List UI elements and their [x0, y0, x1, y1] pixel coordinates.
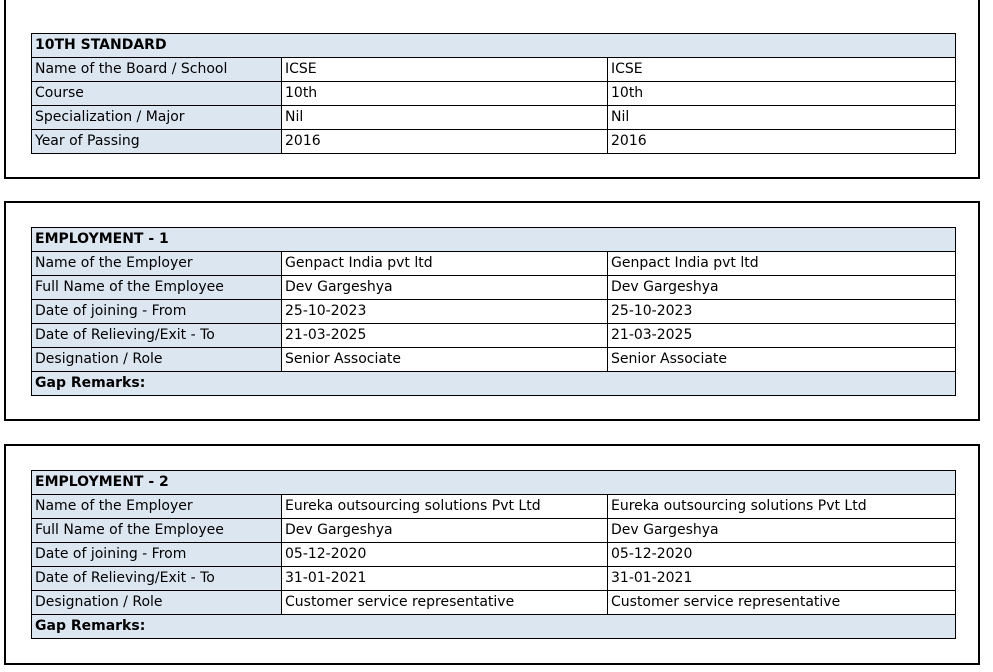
field-value: Genpact India pvt ltd — [282, 252, 608, 276]
field-value: Dev Gargeshya — [282, 276, 608, 300]
field-value-verified: 05-12-2020 — [608, 543, 956, 567]
field-label: Full Name of the Employee — [32, 519, 282, 543]
employment-2-table — [31, 470, 956, 639]
table-row — [32, 591, 956, 615]
table-row — [32, 130, 956, 154]
field-value: 25-10-2023 — [282, 300, 608, 324]
field-label: Date of Relieving/Exit - To — [32, 324, 282, 348]
field-value-verified: Senior Associate — [608, 348, 956, 372]
field-value: Customer service representative — [282, 591, 608, 615]
field-value: ICSE — [282, 58, 608, 82]
field-value: Senior Associate — [282, 348, 608, 372]
section-title: EMPLOYMENT - 2 — [32, 471, 956, 495]
field-value: 05-12-2020 — [282, 543, 608, 567]
field-value: 21-03-2025 — [282, 324, 608, 348]
table-header-row — [32, 34, 956, 58]
field-label: Course — [32, 82, 282, 106]
field-value-verified: Dev Gargeshya — [608, 519, 956, 543]
field-value: Dev Gargeshya — [282, 519, 608, 543]
tenth-standard-section — [4, 0, 980, 179]
tenth-standard-table — [31, 33, 956, 154]
gap-remarks-row — [32, 372, 956, 396]
gap-remarks-label: Gap Remarks: — [32, 372, 956, 396]
table-row — [32, 276, 956, 300]
field-value-verified: 25-10-2023 — [608, 300, 956, 324]
employment-2-section — [4, 444, 980, 665]
table-row — [32, 82, 956, 106]
section-title: EMPLOYMENT - 1 — [32, 228, 956, 252]
field-label: Specialization / Major — [32, 106, 282, 130]
field-value: Nil — [282, 106, 608, 130]
table-header-row — [32, 228, 956, 252]
field-value-verified: 31-01-2021 — [608, 567, 956, 591]
employment-1-table — [31, 227, 956, 396]
field-value-verified: Customer service representative — [608, 591, 956, 615]
gap-remarks-label: Gap Remarks: — [32, 615, 956, 639]
table-row — [32, 519, 956, 543]
employment-1-section — [4, 201, 980, 421]
table-row — [32, 106, 956, 130]
table-row — [32, 324, 956, 348]
table-row — [32, 300, 956, 324]
table-row — [32, 543, 956, 567]
field-value: 31-01-2021 — [282, 567, 608, 591]
field-label: Name of the Board / School — [32, 58, 282, 82]
field-value-verified: Genpact India pvt ltd — [608, 252, 956, 276]
field-value: 2016 — [282, 130, 608, 154]
table-row — [32, 252, 956, 276]
field-label: Full Name of the Employee — [32, 276, 282, 300]
table-row — [32, 495, 956, 519]
section-title: 10TH STANDARD — [32, 34, 956, 58]
field-value: Eureka outsourcing solutions Pvt Ltd — [282, 495, 608, 519]
field-label: Date of Relieving/Exit - To — [32, 567, 282, 591]
field-value-verified: 2016 — [608, 130, 956, 154]
field-label: Designation / Role — [32, 591, 282, 615]
field-label: Designation / Role — [32, 348, 282, 372]
field-label: Year of Passing — [32, 130, 282, 154]
table-row — [32, 348, 956, 372]
table-row — [32, 58, 956, 82]
field-value: 10th — [282, 82, 608, 106]
gap-remarks-row — [32, 615, 956, 639]
field-value-verified: ICSE — [608, 58, 956, 82]
field-value-verified: Eureka outsourcing solutions Pvt Ltd — [608, 495, 956, 519]
table-row — [32, 567, 956, 591]
field-label: Date of joining - From — [32, 543, 282, 567]
field-value-verified: Nil — [608, 106, 956, 130]
field-label: Name of the Employer — [32, 495, 282, 519]
field-value-verified: Dev Gargeshya — [608, 276, 956, 300]
field-value-verified: 21-03-2025 — [608, 324, 956, 348]
table-header-row — [32, 471, 956, 495]
field-label: Date of joining - From — [32, 300, 282, 324]
field-label: Name of the Employer — [32, 252, 282, 276]
field-value-verified: 10th — [608, 82, 956, 106]
